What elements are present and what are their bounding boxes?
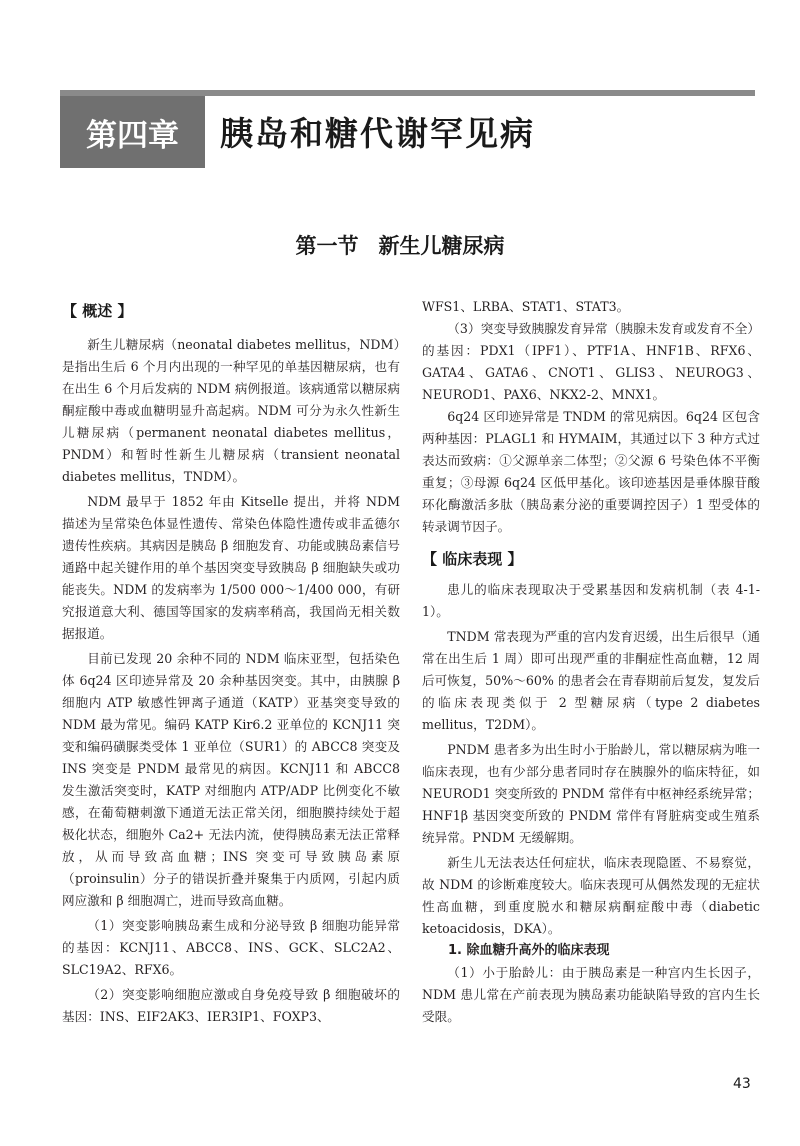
section-number: 第一节: [295, 234, 359, 258]
paragraph: 目前已发现 20 余种不同的 NDM 临床亚型，包括染色体 6q24 区印迹异常及 20 余种基因突变。其中，由胰腺 β 细胞内 ATP 敏感性钾离子通道（KATP）亚基突变导致的 NDM 最为常见。编码 KATP Kir6.2 亚单位的 KCNJ11 突变和编码磺脲类受体 1 亚单位（SUR1）的 ABCC8 突变及 INS 突变是 PNDM 最常见的病因。KCNJ11 和 ABCC8 发生激活突变时，KATP 对细胞内 ATP/ADP 比例变化不敏感，在葡萄糖刺激下通道无法正常关闭，细胞膜持续处于超极化状态，细胞外 Ca2+ 无法内流，使得胰岛素无法正常释放，从而导致高血糖；INS 突变可导致胰岛素原（proinsulin）分子的错误折叠并聚集于内质网，引起内质网应激和 β 细胞凋亡，进而导致高血糖。: [62, 651, 400, 908]
section-name: 新生儿糖尿病: [378, 234, 505, 258]
paragraph: （1）突变影响胰岛素生成和分泌导致 β 细胞功能异常的基因：KCNJ11、ABCC8、INS、GCK、SLC2A2、SLC19A2、RFX6。: [62, 918, 400, 977]
overview-heading: 【 概述 】: [62, 302, 133, 320]
subheading: 1. 除血糖升高外的临床表现: [448, 943, 610, 958]
paragraph: NDM 最早于 1852 年由 Kitselle 提出，并将 NDM 描述为呈常染色体显性遗传、常染色体隐性遗传或非孟德尔遗传性疾病。其病因是胰岛 β 细胞发育、功能或胰岛素信号通路中起关键作用的单个基因突变导致胰岛 β 细胞缺失或功能丧失。NDM 的发病率为 1/500 000～1/400 000，有研究报道意大利、德国等国家的发病率稍高，我国尚无相关数据报道。: [62, 494, 400, 641]
page-number: 43: [733, 1076, 751, 1092]
paragraph: 患儿的临床表现取决于受累基因和发病机制（表 4-1-1）。: [422, 582, 760, 619]
clinical-heading: 【 临床表现 】: [422, 550, 523, 568]
paragraph: （2）突变影响细胞应激或自身免疫导致 β 细胞破坏的基因：INS、EIF2AK3、IER3IP1、FOXP3、: [62, 987, 400, 1024]
paragraph: （1）小于胎龄儿：由于胰岛素是一种宫内生长因子，NDM 患儿常在产前表现为胰岛素功能缺陷导致的宫内生长受限。: [422, 965, 760, 1024]
left-column: [62, 300, 400, 1028]
paragraph: 新生儿糖尿病（neonatal diabetes mellitus，NDM）是指出生后 6 个月内出现的一种罕见的单基因糖尿病，也有在出生 6 个月后发病的 NDM 病例报道。该病通常以糖尿病酮症酸中毒或血糖明显升高起病。NDM 可分为永久性新生儿糖尿病（permanent neonatal diabetes mellitus，PNDM）和暂时性新生儿糖尿病（transient neonatal diabetes mellitus，TNDM）。: [62, 337, 400, 484]
paragraph: TNDM 常表现为严重的宫内发育迟缓，出生后很早（通常在出生后 1 周）即可出现严重的非酮症性高血糖，12 周后可恢复，50%～60% 的患者会在青春期前后复发，复发后的临床表现类似于 2 型糖尿病（type 2 diabetes mellitus，T2DM）。: [422, 629, 760, 732]
paragraph: 新生儿无法表达任何症状，临床表现隐匿、不易察觉，故 NDM 的诊断难度较大。临床表现可从偶然发现的无症状性高血糖，到重度脱水和糖尿病酮症酸中毒（diabetic ketoacidosis，DKA）。: [422, 855, 760, 936]
chapter-title: 胰岛和糖代谢罕见病: [220, 114, 535, 153]
chapter-number-box: [60, 96, 205, 168]
chapter-number: 第四章: [86, 117, 179, 154]
paragraph-continuation: WFS1、LRBA、STAT1、STAT3。: [422, 299, 630, 314]
paragraph: 6q24 区印迹异常是 TNDM 的常见病因。6q24 区包含两种基因：PLAGL1 和 HYMAIM，其通过以下 3 种方式过表达而致病：①父源单亲二体型；②父源 6 号染色体不平衡重复；③母源 6q24 区低甲基化。该印迹基因是垂体腺苷酸环化酶激活多肽（胰岛素分泌的重要调控因子）1 型受体的转录调节因子。: [422, 409, 760, 534]
section-title: [0, 230, 800, 260]
paragraph: PNDM 患者多为出生时小于胎龄儿，常以糖尿病为唯一临床表现，也有少部分患者同时存在胰腺外的临床特征，如 NEUROD1 突变所致的 PNDM 常伴有中枢神经系统异常；HNF1β 基因突变所致的 PNDM 常伴有肾脏病变或生殖系统异常。PNDM 无缓解期。: [422, 742, 760, 845]
right-column: [422, 296, 760, 1028]
paragraph: （3）突变导致胰腺发育异常（胰腺未发育或发育不全）的基因：PDX1（IPF1）、PTF1A、HNF1B、RFX6、GATA4、GATA6、CNOT1、GLIS3、NEUROG3、NEUROD1、PAX6、NKX2-2、MNX1。: [422, 321, 760, 402]
